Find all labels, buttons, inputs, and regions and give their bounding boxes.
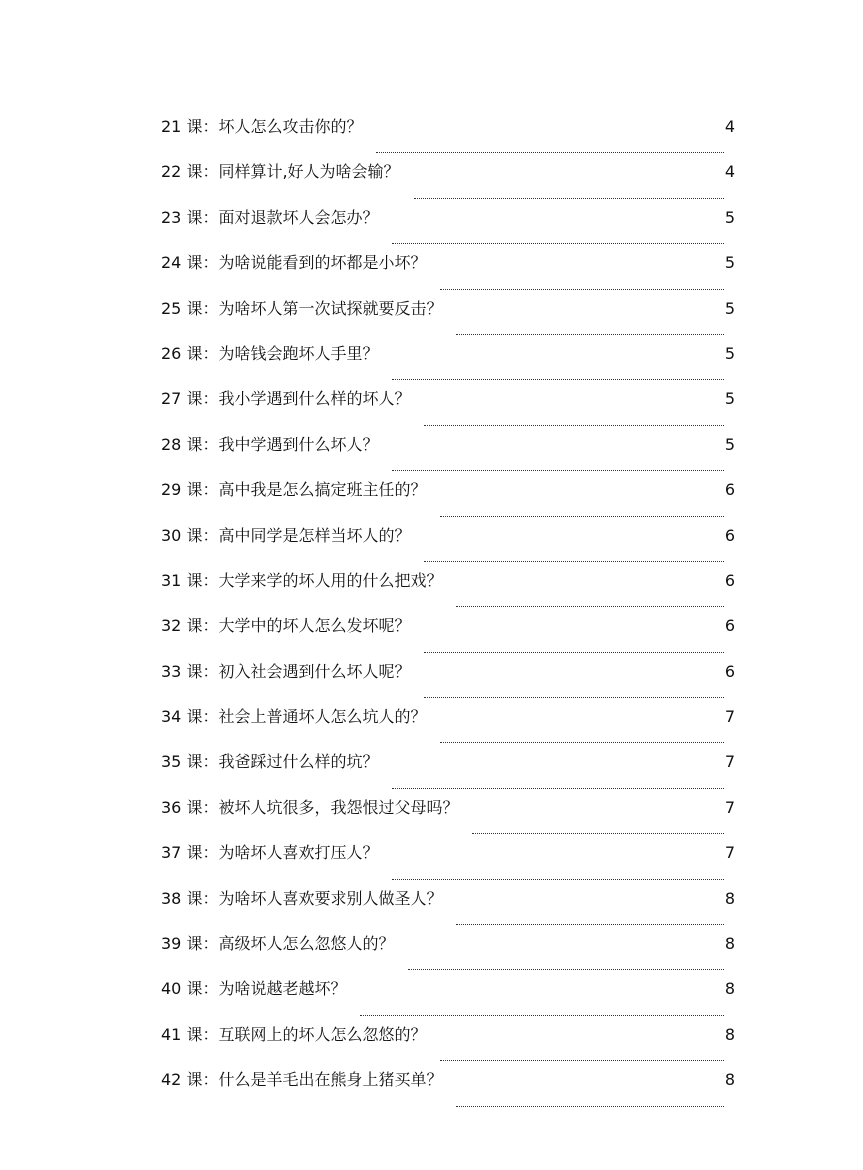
toc-entry-title: 23 课：面对退款坏人会怎办？ [161, 207, 379, 227]
toc-entry-title: 42 课：什么是羊毛出在熊身上猪买单？ [161, 1070, 443, 1090]
dot-leader [424, 401, 723, 426]
dot-leader [424, 628, 723, 653]
toc-entry[interactable] [161, 342, 735, 387]
dot-leader [456, 310, 723, 335]
toc-entry[interactable] [161, 478, 735, 523]
toc-entry-title: 25 课：为啥坏人第一次试探就要反击？ [161, 298, 443, 318]
toc-entry-title: 35 课：我爸踩过什么样的坑？ [161, 752, 379, 772]
toc-entry-title: 36 课：被坏人坑很多，我怨恨过父母吗？ [161, 797, 459, 817]
toc-entry[interactable] [161, 569, 735, 614]
dot-leader [424, 537, 723, 562]
dot-leader [456, 582, 723, 607]
toc-entry[interactable] [161, 433, 735, 478]
toc-entry[interactable] [161, 796, 735, 841]
toc-entry-title: 33 课：初入社会遇到什么坏人呢？ [161, 661, 411, 681]
toc-entry-page: 7 [724, 752, 735, 772]
toc-entry-page: 5 [724, 253, 735, 273]
toc-entry-page: 6 [724, 480, 735, 500]
toc-entry-title: 24 课：为啥说能看到的坏都是小坏？ [161, 253, 427, 273]
toc-entry[interactable] [161, 524, 735, 569]
table-of-contents [161, 115, 735, 1114]
toc-entry-title: 34 课：社会上普通坏人怎么坑人的？ [161, 707, 427, 727]
toc-entry-page: 6 [724, 661, 735, 681]
toc-entry[interactable] [161, 297, 735, 342]
toc-entry-title: 32 课：大学中的坏人怎么发坏呢？ [161, 616, 411, 636]
dot-leader [392, 219, 723, 244]
toc-entry[interactable] [161, 750, 735, 795]
dot-leader [456, 1082, 723, 1107]
toc-entry[interactable] [161, 977, 735, 1022]
dot-leader [408, 945, 723, 970]
dot-leader [440, 1036, 723, 1061]
toc-entry[interactable] [161, 660, 735, 705]
toc-entry[interactable] [161, 932, 735, 977]
toc-entry[interactable] [161, 387, 735, 432]
toc-entry-page: 5 [724, 207, 735, 227]
toc-entry-title: 21 课：坏人怎么攻击你的？ [161, 117, 363, 136]
toc-entry-title: 37 课：为啥坏人喜欢打压人？ [161, 843, 379, 863]
toc-entry-page: 4 [724, 117, 735, 136]
toc-entry[interactable] [161, 887, 735, 932]
dot-leader [392, 355, 723, 380]
toc-entry-page: 8 [724, 934, 735, 954]
dot-leader [376, 128, 723, 153]
toc-entry-title: 29 课：高中我是怎么搞定班主任的？ [161, 480, 427, 500]
toc-entry-title: 30 课：高中同学是怎样当坏人的？ [161, 525, 411, 545]
toc-entry-page: 8 [724, 1024, 735, 1044]
toc-entry[interactable] [161, 614, 735, 659]
toc-entry-page: 6 [724, 616, 735, 636]
toc-entry-page: 8 [724, 979, 735, 999]
toc-entry[interactable] [161, 206, 735, 251]
toc-entry-title: 31 课：大学来学的坏人用的什么把戏？ [161, 570, 443, 590]
toc-entry-page: 5 [724, 298, 735, 318]
toc-entry-title: 26 课：为啥钱会跑坏人手里？ [161, 343, 379, 363]
toc-entry-page: 5 [724, 434, 735, 454]
toc-entry[interactable] [161, 841, 735, 886]
toc-entry-page: 8 [724, 888, 735, 908]
dot-leader [414, 174, 724, 199]
toc-entry-title: 40 课：为啥说越老越坏？ [161, 979, 347, 999]
dot-leader [424, 673, 723, 698]
dot-leader [392, 446, 723, 471]
dot-leader [392, 855, 723, 880]
toc-entry-title: 39 课：高级坏人怎么忽悠人的？ [161, 934, 395, 954]
toc-entry[interactable] [161, 1068, 735, 1113]
dot-leader [392, 764, 723, 789]
dot-leader [472, 809, 723, 834]
toc-entry-page: 5 [724, 389, 735, 409]
toc-entry-title: 38 课：为啥坏人喜欢要求别人做圣人？ [161, 888, 443, 908]
toc-entry-title: 22 课：同样算计,好人为啥会输？ [161, 162, 400, 182]
toc-entry-title: 41 课：互联网上的坏人怎么忽悠的？ [161, 1024, 427, 1044]
toc-entry[interactable] [161, 705, 735, 750]
toc-entry-page: 7 [724, 797, 735, 817]
toc-entry[interactable] [161, 160, 735, 205]
toc-entry[interactable] [161, 1023, 735, 1068]
toc-entry-page: 4 [724, 162, 735, 182]
toc-entry-page: 8 [724, 1070, 735, 1090]
toc-entry-page: 6 [724, 570, 735, 590]
toc-entry[interactable] [161, 115, 735, 160]
dot-leader [360, 991, 723, 1016]
toc-entry-title: 27 课：我小学遇到什么样的坏人？ [161, 389, 411, 409]
toc-entry-page: 7 [724, 707, 735, 727]
toc-entry-page: 6 [724, 525, 735, 545]
toc-entry-page: 5 [724, 343, 735, 363]
toc-entry[interactable] [161, 251, 735, 296]
dot-leader [456, 900, 723, 925]
toc-entry-title: 28 课：我中学遇到什么坏人？ [161, 434, 379, 454]
toc-entry-page: 7 [724, 843, 735, 863]
dot-leader [440, 265, 723, 290]
dot-leader [440, 718, 723, 743]
dot-leader [440, 492, 723, 517]
